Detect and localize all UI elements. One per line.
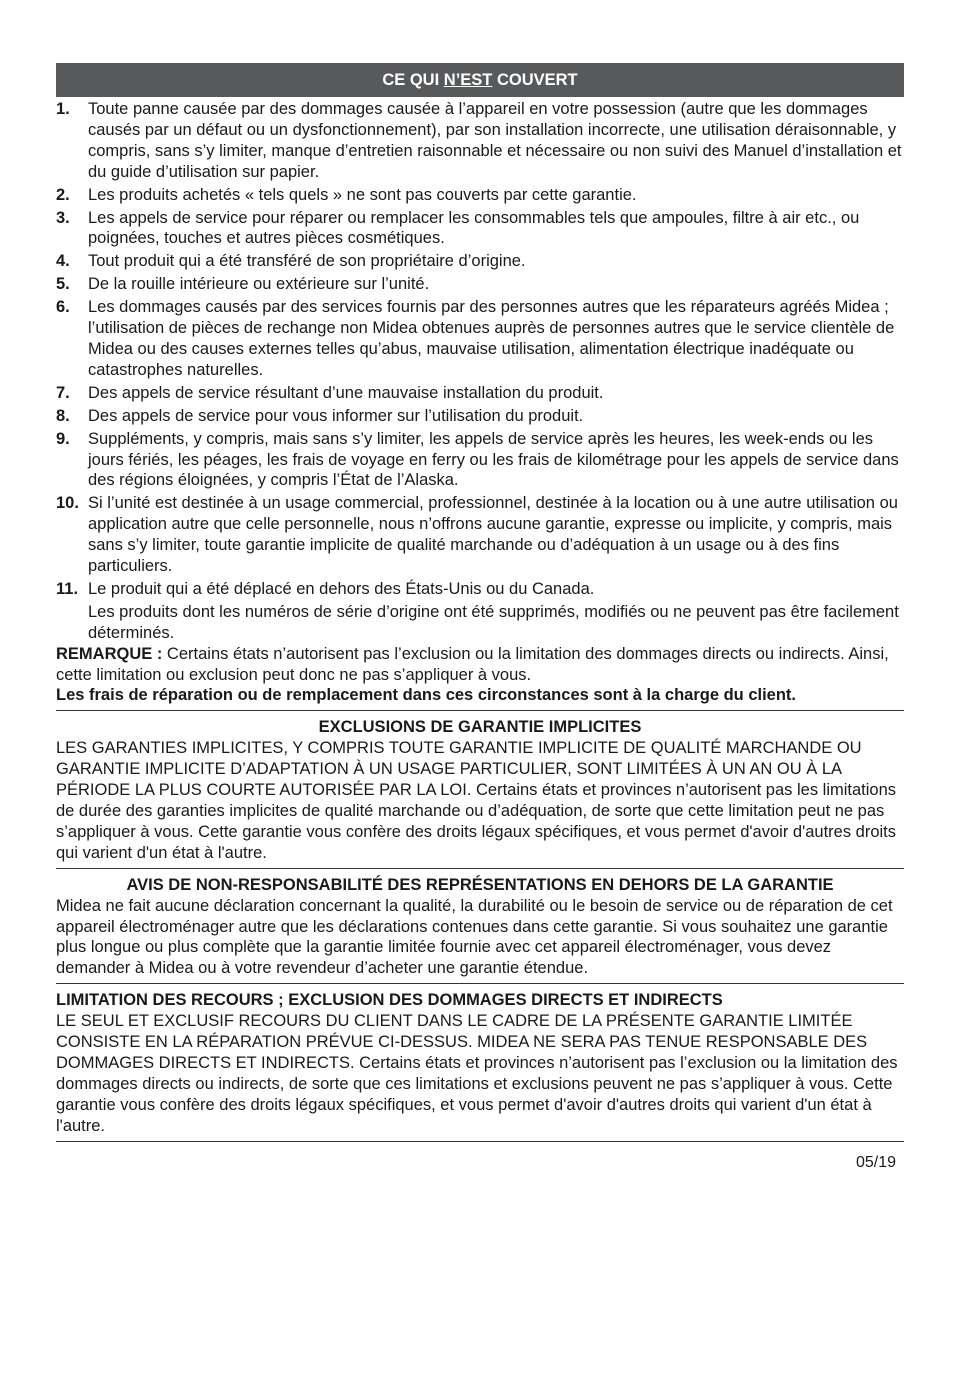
list-item bbox=[56, 383, 904, 404]
item-number: 8. bbox=[56, 406, 70, 425]
section-title-limitation: LIMITATION DES RECOURS ; EXCLUSION DES DOMMAGES DIRECTS ET INDIRECTS bbox=[56, 991, 723, 1010]
list-item bbox=[56, 99, 904, 183]
item-text: Tout produit qui a été transféré de son propriétaire d’origine. bbox=[88, 252, 526, 271]
section-body-exclusions: LES GARANTIES IMPLICITES, Y COMPRIS TOUTE GARANTIE IMPLICITE DE QUALITÉ MARCHANDE OU GARANTIE IMPLICITE D’ADAPTATION À UN USAGE PARTICULIER, SONT LIMITÉES À UN AN OU À LA PÉRIODE LA PLUS COURTE AUTORISÉE PAR LA LOI. Certains états et provinces n’autorisent pas les limitations de durée des garanties implicites de qualité marchande ou d’adéquation, de sorte que cette limitation peut ne pas s’appliquer à vous. Cette garantie vous confère des droits légaux spécifiques, et vous permet d'avoir d'autres droits qui varient d'un état à l'autre. bbox=[56, 739, 897, 862]
item-number: 2. bbox=[56, 185, 70, 204]
item-text: De la rouille intérieure ou extérieure sur l’unité. bbox=[88, 275, 430, 294]
remarque-text: Certains états n’autorisent pas l’exclusion ou la limitation des dommages directs ou indirects. Ainsi, cette limitation ou exclusion peut donc ne pas s’appliquer à vous. bbox=[56, 644, 889, 684]
list-item bbox=[56, 274, 904, 295]
item-text: Des appels de service résultant d’une mauvaise installation du produit. bbox=[88, 383, 604, 402]
item-number: 1. bbox=[56, 100, 70, 118]
section-body-limitation: LE SEUL ET EXCLUSIF RECOURS DU CLIENT DANS LE CADRE DE LA PRÉSENTE GARANTIE LIMITÉE CONSISTE EN LA RÉPARATION PRÉVUE CI-DESSUS. MIDEA NE SERA PAS TENUE RESPONSABLE DES DOMMAGES DIRECTS ET INDIRECTS. Certains états et provinces n’autorisent pas l’exclusion ou la limitation des dommages directs ou indirects, de sorte que ces limitations et exclusions peuvent ne pas s’appliquer à vous. Cette garantie vous confère des droits légaux spécifiques, et vous permet d'avoir d'autres droits qui varient d'un état à l'autre. bbox=[56, 1012, 898, 1135]
item-text: Suppléments, y compris, mais sans s’y limiter, les appels de service après les heures, les week-ends ou les jours fériés, les péages, les frais de voyage en ferry ou les frais de kilométrage pour les appels de service dans des régions éloignées, y compris l’État de l’Alaska. bbox=[88, 429, 899, 490]
banner-text-before: CE QUI bbox=[382, 71, 444, 89]
footer-date: 05/19 bbox=[855, 1153, 896, 1171]
list-item bbox=[56, 429, 904, 492]
section-banner bbox=[56, 63, 904, 97]
list-item bbox=[56, 493, 904, 577]
banner-text-after: COUVERT bbox=[492, 71, 578, 89]
remarque-label: REMARQUE : bbox=[56, 644, 163, 663]
document-content bbox=[56, 63, 904, 1172]
item-number: 5. bbox=[56, 275, 70, 294]
exclusions-list bbox=[56, 99, 904, 600]
item-number: 4. bbox=[56, 252, 70, 271]
section-body-avis: Midea ne fait aucune déclaration concernant la qualité, la durabilité ou le besoin de service ou de réparation de cet appareil électroménager autre que les déclarations contenues dans cette garantie. Si vous souhaitez une garantie plus longue ou plus complète que la garantie limitée fournie avec cet appareil électroménager, vous devez demander à Midea ou à votre revendeur d’acheter une garantie étendue. bbox=[56, 896, 893, 978]
item-text: Toute panne causée par des dommages causée à l’appareil en votre possession (autre que les dommages causés par un défaut ou un dysfonctionnement), par son installation incorrecte, une utilisation déraisonnable, y compris, sans s’y limiter, manque d’entretien raisonnable et nécessaire ou non suivi des Manuel d’installation et du guide d’utilisation sur papier. bbox=[88, 100, 902, 181]
item-text: Les produits achetés « tels quels » ne sont pas couverts par cette garantie. bbox=[88, 185, 637, 204]
charge-client-note: Les frais de réparation ou de remplacement dans ces circonstances sont à la charge du client. bbox=[56, 686, 797, 705]
list-item bbox=[56, 185, 904, 206]
item-text: Si l’unité est destinée à un usage commercial, professionnel, destinée à la location ou à une autre utilisation ou application autre que celle personnelle, nous n’offrons aucune garantie, expresse ou implicite, y compris, mais sans s’y limiter, toute garantie implicite de qualité marchande ou d’adéquation à un usage ou à des fins particuliers. bbox=[88, 494, 898, 576]
section-title-avis: AVIS DE NON-RESPONSABILITÉ DES REPRÉSENTATIONS EN DEHORS DE LA GARANTIE bbox=[126, 875, 834, 894]
item-continuation: Les produits dont les numéros de série d’origine ont été supprimés, modifiés ou ne peuvent pas être facilement déterminés. bbox=[88, 602, 899, 642]
banner-text-underlined: N’EST bbox=[443, 71, 493, 89]
section-title-exclusions: EXCLUSIONS DE GARANTIE IMPLICITES bbox=[318, 718, 642, 737]
remarque-note bbox=[56, 644, 904, 686]
item-number: 9. bbox=[56, 429, 70, 448]
item-number: 6. bbox=[56, 298, 70, 317]
item-number: 11. bbox=[56, 579, 79, 598]
list-item bbox=[56, 406, 904, 427]
item-text: Des appels de service pour vous informer sur l’utilisation du produit. bbox=[88, 406, 584, 425]
list-item bbox=[56, 297, 904, 381]
list-item bbox=[56, 251, 904, 272]
list-item bbox=[56, 579, 904, 600]
item-text: Les appels de service pour réparer ou remplacer les consommables tels que ampoules, filtre à air etc., ou poignées, touches et autres pièces cosmétiques. bbox=[88, 208, 860, 248]
section-divider bbox=[56, 983, 904, 984]
section-divider bbox=[56, 710, 904, 711]
item-number: 10. bbox=[56, 494, 79, 513]
item-number: 3. bbox=[56, 208, 70, 227]
section-divider bbox=[56, 1141, 904, 1142]
item-text: Le produit qui a été déplacé en dehors des États-Unis ou du Canada. bbox=[88, 579, 595, 598]
item-text: Les dommages causés par des services fournis par des personnes autres que les réparateurs agréés Midea ; l’utilisation de pièces de rechange non Midea obtenues auprès de personnes autres que le service clientèle de Midea ou des causes externes telles qu’abus, mauvaise utilisation, alimentation électrique inadéquate ou catastrophes naturelles. bbox=[88, 298, 895, 379]
item-number: 7. bbox=[56, 383, 70, 402]
list-item bbox=[56, 208, 904, 250]
section-divider bbox=[56, 868, 904, 869]
